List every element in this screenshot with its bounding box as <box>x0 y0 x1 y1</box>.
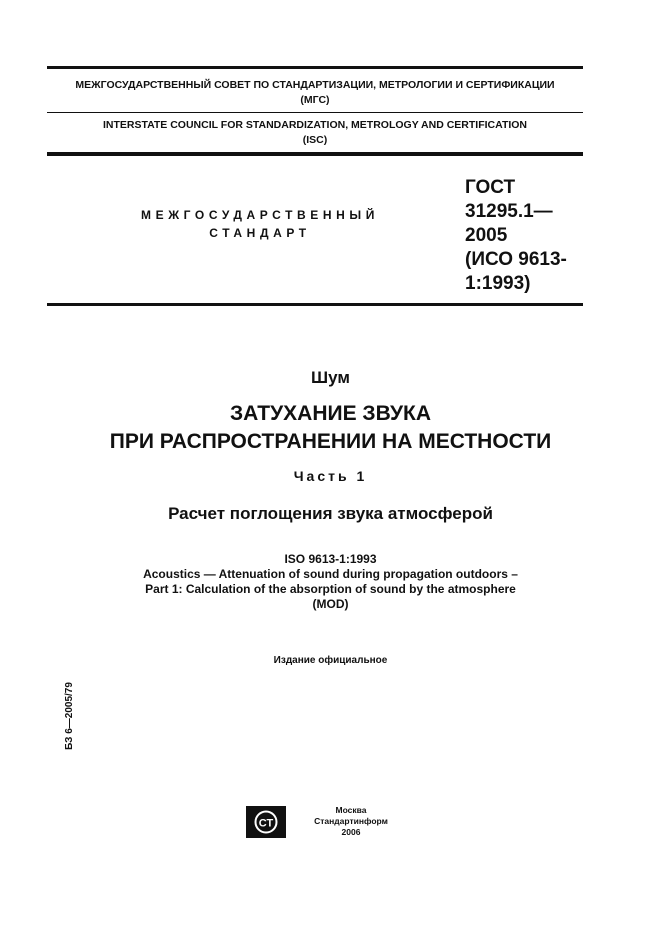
side-code: БЗ 6—2005/79 <box>64 682 75 750</box>
standard-type-line2: СТАНДАРТ <box>209 226 311 240</box>
council-ru-abbr: (МГС) <box>300 94 330 106</box>
edition-note: Издание официальное <box>273 655 388 666</box>
council-ru <box>47 78 583 108</box>
main-title-line1: ЗАТУХАНИЕ ЗВУКА <box>229 402 431 425</box>
standard-type <box>110 206 410 242</box>
gost-line2: 31295.1— <box>465 201 553 222</box>
iso-number: ISO 9613-1:1993 <box>284 552 377 566</box>
top-rule <box>47 66 583 69</box>
iso-line1: Acoustics — Attenuation of sound during propagation outdoors – <box>143 567 518 581</box>
gost-line1: ГОСТ <box>465 177 516 198</box>
gost-line3: 2005 <box>465 225 508 246</box>
council-en-name: INTERSTATE COUNCIL FOR STANDARDIZATION, METROLOGY AND CERTIFICATION <box>102 119 528 131</box>
publisher-year: 2006 <box>341 827 361 837</box>
subtitle: Расчет поглощения звука атмосферой <box>168 504 493 523</box>
gost-designation <box>465 176 585 296</box>
council-en-abbr: (ISC) <box>302 134 328 146</box>
publisher-info <box>296 805 406 838</box>
publisher-logo-icon <box>246 806 286 838</box>
designation-rule <box>47 303 583 306</box>
main-title <box>0 400 661 456</box>
logo-text: СТ <box>258 817 274 830</box>
council-en <box>47 118 583 148</box>
gost-line4: (ИСО 9613- <box>465 249 567 270</box>
publisher-city: Москва <box>335 805 367 815</box>
iso-line3: (MOD) <box>312 597 349 611</box>
council-ru-name: МЕЖГОСУДАРСТВЕННЫЙ СОВЕТ ПО СТАНДАРТИЗАЦИИ, МЕТРОЛОГИИ И СЕРТИФИКАЦИИ <box>75 79 555 91</box>
main-title-line2: ПРИ РАСПРОСТРАНЕНИИ НА МЕСТНОСТИ <box>109 430 552 453</box>
header-bottom-rule <box>47 152 583 156</box>
gost-line5: 1:1993) <box>465 273 531 294</box>
iso-line2: Part 1: Calculation of the absorption of sound by the atmosphere <box>145 582 516 596</box>
part-label: Часть 1 <box>293 468 368 484</box>
topic: Шум <box>311 368 350 387</box>
header-divider <box>47 112 583 113</box>
standard-type-line1: МЕЖГОСУДАРСТВЕННЫЙ <box>141 208 379 222</box>
iso-block <box>0 552 661 612</box>
publisher-name: Стандартинформ <box>314 816 388 826</box>
